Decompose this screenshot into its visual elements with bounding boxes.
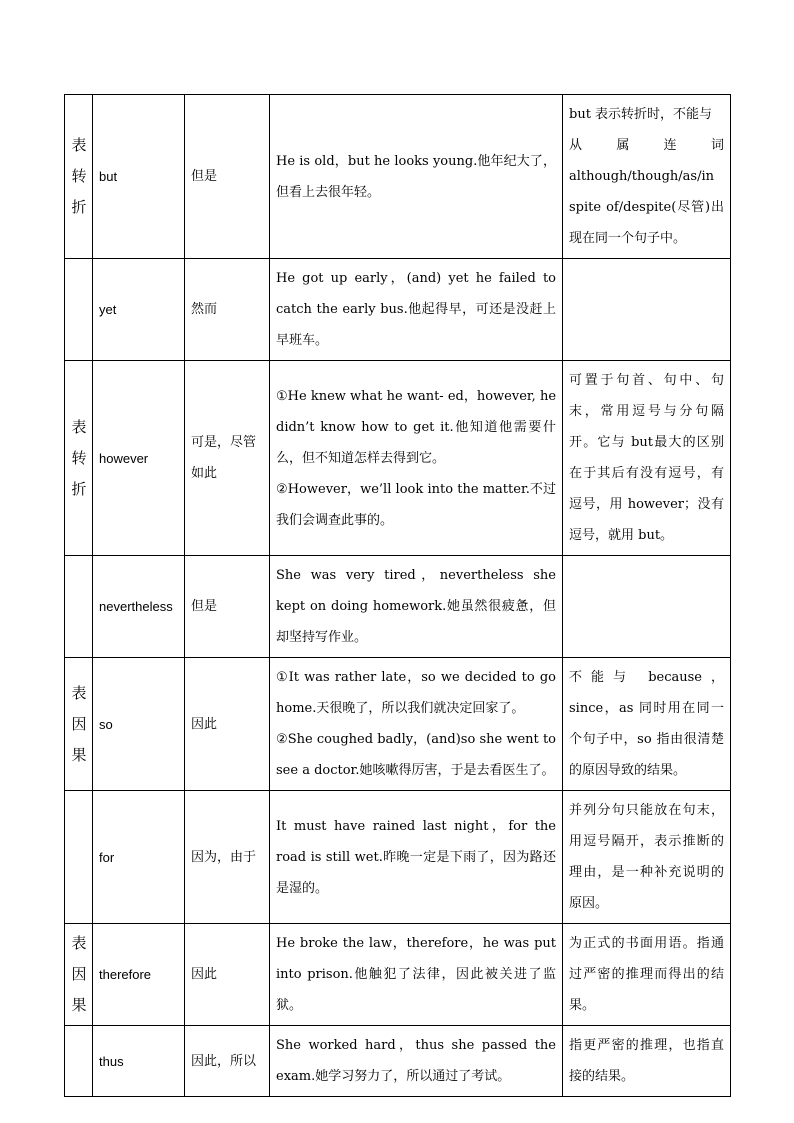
meaning-cell: 然而 <box>185 259 270 361</box>
note-text: but 表示转折时，不能与 <box>569 107 713 122</box>
table-row <box>65 658 731 791</box>
note-text: 并列分句只能放在句末，用逗号隔开，表示推断的理由，是一种补充说明的原因。 <box>569 803 724 911</box>
example-text: ①He knew what he want- ed，however, he didn’t know how to get it.他知道他需要什么，但不知道怎样去得到它。 <box>276 388 557 466</box>
table-row <box>65 1026 731 1097</box>
example-cell <box>270 791 563 924</box>
note-cell <box>563 259 731 361</box>
example-cell <box>270 95 563 259</box>
example-cell <box>270 1026 563 1097</box>
table-row <box>65 556 731 658</box>
note-cell <box>563 95 731 259</box>
word-cell: for <box>93 791 185 924</box>
example-text: He broke the law，therefore，he was put into prison.他触犯了法律，因此被关进了监狱。 <box>276 936 556 1013</box>
table-row <box>65 791 731 924</box>
word-cell: nevertheless <box>93 556 185 658</box>
note-cell <box>563 791 731 924</box>
note-text: 为正式的书面用语。指通过严密的推理而得出的结果。 <box>569 936 724 1013</box>
example-cell <box>270 658 563 791</box>
example-cell <box>270 924 563 1026</box>
example-cell <box>270 361 563 556</box>
example-cell <box>270 556 563 658</box>
note-text: 可置于句首、句中、句末，常用逗号与分句隔开。它与 but最大的区别在于其后有没有逗号，有逗号，用 however；没有逗号，就用 but。 <box>569 373 724 543</box>
category-cell <box>65 556 93 658</box>
note-text: 指更严密的推理，也指直接的结果。 <box>569 1038 724 1084</box>
note-cell <box>563 924 731 1026</box>
word-cell: therefore <box>93 924 185 1026</box>
table-row <box>65 361 731 556</box>
example-text: ②She coughed badly，(and)so she went to see a doctor.她咳嗽得厉害，于是去看医生了。 <box>276 732 556 778</box>
meaning-cell: 因此 <box>185 658 270 791</box>
example-text: He is old，but he looks young.他年纪大了，但看上去很年轻。 <box>276 153 556 200</box>
meaning-cell: 但是 <box>185 95 270 259</box>
category-cell <box>65 1026 93 1097</box>
word-cell: but <box>93 95 185 259</box>
category-cell: 表因果 <box>65 658 93 791</box>
example-text: ①It was rather late，so we decided to go home.天很晚了，所以我们就决定回家了。 <box>276 670 556 716</box>
note-cell <box>563 556 731 658</box>
word-cell: thus <box>93 1026 185 1097</box>
note-cell <box>563 1026 731 1097</box>
word-cell: yet <box>93 259 185 361</box>
table-row <box>65 259 731 361</box>
note-spread-line: 从 属 连 词 <box>569 138 724 153</box>
example-cell <box>270 259 563 361</box>
meaning-cell: 但是 <box>185 556 270 658</box>
word-cell: so <box>93 658 185 791</box>
example-text: It must have rained last night，for the road is still wet.昨晚一定是下雨了，因为路还是湿的。 <box>276 818 556 896</box>
meaning-cell: 可是，尽管如此 <box>185 361 270 556</box>
category-cell <box>65 259 93 361</box>
category-cell <box>65 791 93 924</box>
category-cell: 表转折 <box>65 361 93 556</box>
note-cell <box>563 658 731 791</box>
example-text: She was very tired，nevertheless she kept on doing homework.她虽然很疲惫，但却坚持写作业。 <box>276 568 556 645</box>
category-cell: 表因果 <box>65 924 93 1026</box>
example-text: ②However，we’ll look into the matter.不过我们会调查此事的。 <box>276 481 556 528</box>
meaning-cell: 因为，由于 <box>185 791 270 924</box>
example-text: She worked hard，thus she passed the exam.她学习努力了，所以通过了考试。 <box>276 1038 556 1084</box>
category-cell: 表转折 <box>65 95 93 259</box>
conjunction-table <box>64 94 731 1097</box>
word-cell: however <box>93 361 185 556</box>
note-text: 不能与 because，since，as 同时用在同一个句子中，so 指由很清楚的原因导致的结果。 <box>569 670 724 778</box>
meaning-cell: 因此 <box>185 924 270 1026</box>
table-row <box>65 924 731 1026</box>
note-cell <box>563 361 731 556</box>
note-text: although/though/as/in spite of/despite(尽管)出现在同一个句子中。 <box>569 169 724 246</box>
table-row <box>65 95 731 259</box>
meaning-cell: 因此，所以 <box>185 1026 270 1097</box>
example-text: He got up early，(and) yet he failed to catch the early bus.他起得早，可还是没赶上早班车。 <box>276 271 556 348</box>
